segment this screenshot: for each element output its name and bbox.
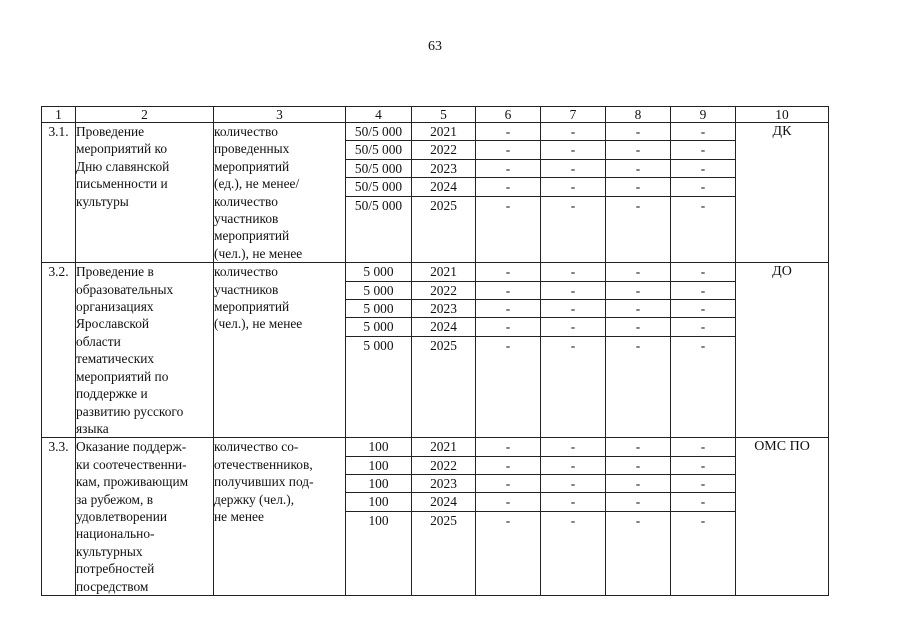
col8-value: -	[606, 300, 670, 318]
col6-value: -	[476, 318, 540, 336]
col7-value: -	[541, 263, 605, 281]
row-number: 3.3.	[42, 438, 76, 596]
header-col-7: 7	[541, 107, 606, 123]
event-name-line: поддержке и	[76, 386, 148, 402]
indicator	[214, 263, 346, 438]
event-name-line: посредством	[76, 578, 149, 594]
col9-value: -	[671, 123, 735, 141]
target-value: 5 000	[363, 337, 394, 353]
year: 2024	[412, 318, 475, 336]
year: 2023	[412, 160, 475, 178]
event-name-line: Оказание поддерж-	[76, 439, 187, 455]
col6-value: -	[505, 512, 511, 528]
year: 2023	[412, 475, 475, 493]
year: 2025	[430, 337, 457, 353]
target-value: 50/5 000	[346, 160, 411, 178]
col7-value: -	[570, 337, 576, 353]
col9-value: -	[671, 141, 735, 159]
event-name-line: кам, проживающим	[76, 474, 189, 490]
col9-value: -	[671, 160, 735, 178]
event-name-line: культуры	[76, 193, 129, 209]
col9-value: -	[671, 457, 735, 475]
col7-value: -	[541, 457, 605, 475]
col6-value: -	[476, 160, 540, 178]
event-name-line: мероприятий ко	[76, 141, 168, 157]
target-value: 50/5 000	[346, 141, 411, 159]
target-value: 100	[346, 475, 411, 493]
col8-value: -	[606, 178, 670, 196]
event-name-line: удовлетворении	[76, 508, 168, 524]
event-name	[76, 263, 214, 438]
event-name-line: развитию русского	[76, 403, 184, 419]
measures-table	[41, 106, 829, 596]
target-value-cell	[346, 263, 412, 438]
col9-value: -	[671, 318, 735, 336]
col8-value: -	[635, 512, 641, 528]
year: 2025	[430, 512, 457, 528]
indicator-line: отечественников,	[214, 456, 313, 472]
event-name-line: мероприятий по	[76, 368, 169, 384]
target-value-cell	[346, 123, 412, 263]
col7-value: -	[541, 160, 605, 178]
header-col-2: 2	[76, 107, 214, 123]
col9-value-cell	[671, 438, 736, 596]
col8-value: -	[606, 457, 670, 475]
col8-value: -	[635, 197, 641, 213]
table-row	[42, 263, 829, 438]
col9-value: -	[671, 493, 735, 511]
year-cell	[412, 438, 476, 596]
target-value: 5 000	[346, 282, 411, 300]
target-value: 5 000	[346, 300, 411, 318]
event-name-line: тематических	[76, 351, 155, 367]
col6-value: -	[476, 300, 540, 318]
col6-value: -	[476, 457, 540, 475]
event-name-line: языка	[76, 420, 109, 436]
indicator-line: проведенных	[214, 141, 290, 157]
target-value: 100	[368, 512, 389, 528]
indicator-line: (чел.), не менее	[214, 245, 303, 261]
col8-value: -	[606, 282, 670, 300]
col7-value: -	[541, 141, 605, 159]
col7-value: -	[541, 475, 605, 493]
indicator-line: количество со-	[214, 439, 299, 455]
year: 2022	[412, 282, 475, 300]
indicator-line: не менее	[214, 508, 264, 524]
col6-value: -	[476, 123, 540, 141]
event-name-line: письменности и	[76, 176, 168, 192]
col7-value: -	[541, 318, 605, 336]
col7-value: -	[541, 493, 605, 511]
col6-value-cell	[476, 123, 541, 263]
target-value: 5 000	[346, 263, 411, 281]
col8-value-cell	[606, 263, 671, 438]
header-row	[42, 107, 829, 123]
event-name-line: культурных	[76, 543, 143, 559]
target-value: 5 000	[346, 318, 411, 336]
col8-value: -	[606, 141, 670, 159]
col7-value: -	[541, 438, 605, 456]
year: 2021	[412, 123, 475, 141]
indicator-line: количество	[214, 124, 278, 139]
col9-value: -	[671, 438, 735, 456]
page-number: 63	[428, 39, 442, 54]
event-name-line: ки соотечественни-	[76, 456, 187, 472]
year-cell	[412, 263, 476, 438]
col7-value: -	[541, 300, 605, 318]
header-col-8: 8	[606, 107, 671, 123]
year: 2022	[412, 141, 475, 159]
indicator-line: мероприятий	[214, 158, 290, 174]
row-number: 3.2.	[42, 263, 76, 438]
col9-value: -	[700, 337, 706, 353]
year-cell	[412, 123, 476, 263]
event-name-line: Ярославской	[76, 316, 150, 332]
responsible-org: ДО	[736, 263, 829, 438]
col9-value-cell	[671, 123, 736, 263]
year: 2024	[412, 178, 475, 196]
col8-value: -	[606, 493, 670, 511]
col9-value: -	[671, 282, 735, 300]
year: 2023	[412, 300, 475, 318]
indicator-line: держку (чел.),	[214, 491, 295, 507]
indicator-line: мероприятий	[214, 228, 290, 244]
col8-value: -	[606, 123, 670, 141]
event-name	[76, 123, 214, 263]
event-name-line: национально-	[76, 526, 155, 542]
indicator-line: количество	[214, 264, 278, 280]
col9-value: -	[700, 512, 706, 528]
header-col-4: 4	[346, 107, 412, 123]
col8-value-cell	[606, 438, 671, 596]
col8-value: -	[606, 438, 670, 456]
target-value: 100	[346, 493, 411, 511]
year: 2025	[430, 197, 457, 213]
col9-value-cell	[671, 263, 736, 438]
indicator-line: (ед.), не менее/	[214, 176, 300, 192]
col6-value: -	[476, 141, 540, 159]
indicator	[214, 123, 346, 263]
year: 2024	[412, 493, 475, 511]
event-name-line: организациях	[76, 299, 154, 315]
header-col-5: 5	[412, 107, 476, 123]
indicator-line: участников	[214, 281, 279, 297]
header-col-10: 10	[736, 107, 829, 123]
col6-value: -	[505, 337, 511, 353]
header-col-9: 9	[671, 107, 736, 123]
col8-value: -	[606, 318, 670, 336]
header-col-3: 3	[214, 107, 346, 123]
col9-value: -	[671, 475, 735, 493]
col7-value: -	[541, 282, 605, 300]
col9-value: -	[671, 263, 735, 281]
col7-value: -	[541, 123, 605, 141]
col7-value: -	[570, 512, 576, 528]
indicator-line: (чел.), не менее	[214, 316, 303, 332]
col6-value: -	[476, 475, 540, 493]
col8-value: -	[606, 475, 670, 493]
responsible-org: ОМС ПО	[736, 438, 829, 596]
col7-value-cell	[541, 263, 606, 438]
event-name	[76, 438, 214, 596]
col9-value: -	[671, 300, 735, 318]
year: 2022	[412, 457, 475, 475]
indicator-line: мероприятий	[214, 299, 290, 315]
col6-value-cell	[476, 263, 541, 438]
table-row	[42, 123, 829, 263]
target-value-cell	[346, 438, 412, 596]
event-name-line: за рубежом, в	[76, 491, 154, 507]
event-name-line: образовательных	[76, 281, 174, 297]
col6-value-cell	[476, 438, 541, 596]
target-value: 50/5 000	[354, 197, 403, 213]
indicator	[214, 438, 346, 596]
indicator-line: количество	[214, 193, 278, 209]
col7-value: -	[541, 178, 605, 196]
target-value: 50/5 000	[346, 178, 411, 196]
indicator-line: участников	[214, 211, 279, 227]
year: 2021	[412, 263, 475, 281]
col6-value: -	[476, 178, 540, 196]
header-col-1: 1	[42, 107, 76, 123]
col8-value: -	[606, 160, 670, 178]
col6-value: -	[476, 282, 540, 300]
col8-value: -	[635, 337, 641, 353]
col6-value: -	[476, 263, 540, 281]
event-name-line: Дню славянской	[76, 158, 170, 174]
event-name-line: Проведение в	[76, 264, 154, 280]
event-name-line: области	[76, 333, 121, 349]
col7-value-cell	[541, 123, 606, 263]
year: 2021	[412, 438, 475, 456]
target-value: 100	[346, 457, 411, 475]
event-name-line: Проведение	[76, 124, 145, 139]
row-number: 3.1.	[42, 123, 76, 263]
table-row	[42, 438, 829, 596]
col8-value-cell	[606, 123, 671, 263]
col7-value: -	[570, 197, 576, 213]
col6-value: -	[505, 197, 511, 213]
col6-value: -	[476, 438, 540, 456]
target-value: 50/5 000	[346, 123, 411, 141]
col8-value: -	[606, 263, 670, 281]
indicator-line: получивших под-	[214, 474, 314, 490]
event-name-line: потребностей	[76, 561, 155, 577]
col7-value-cell	[541, 438, 606, 596]
col9-value: -	[700, 197, 706, 213]
col9-value: -	[671, 178, 735, 196]
header-col-6: 6	[476, 107, 541, 123]
col6-value: -	[476, 493, 540, 511]
target-value: 100	[346, 438, 411, 456]
responsible-org: ДК	[736, 123, 829, 263]
